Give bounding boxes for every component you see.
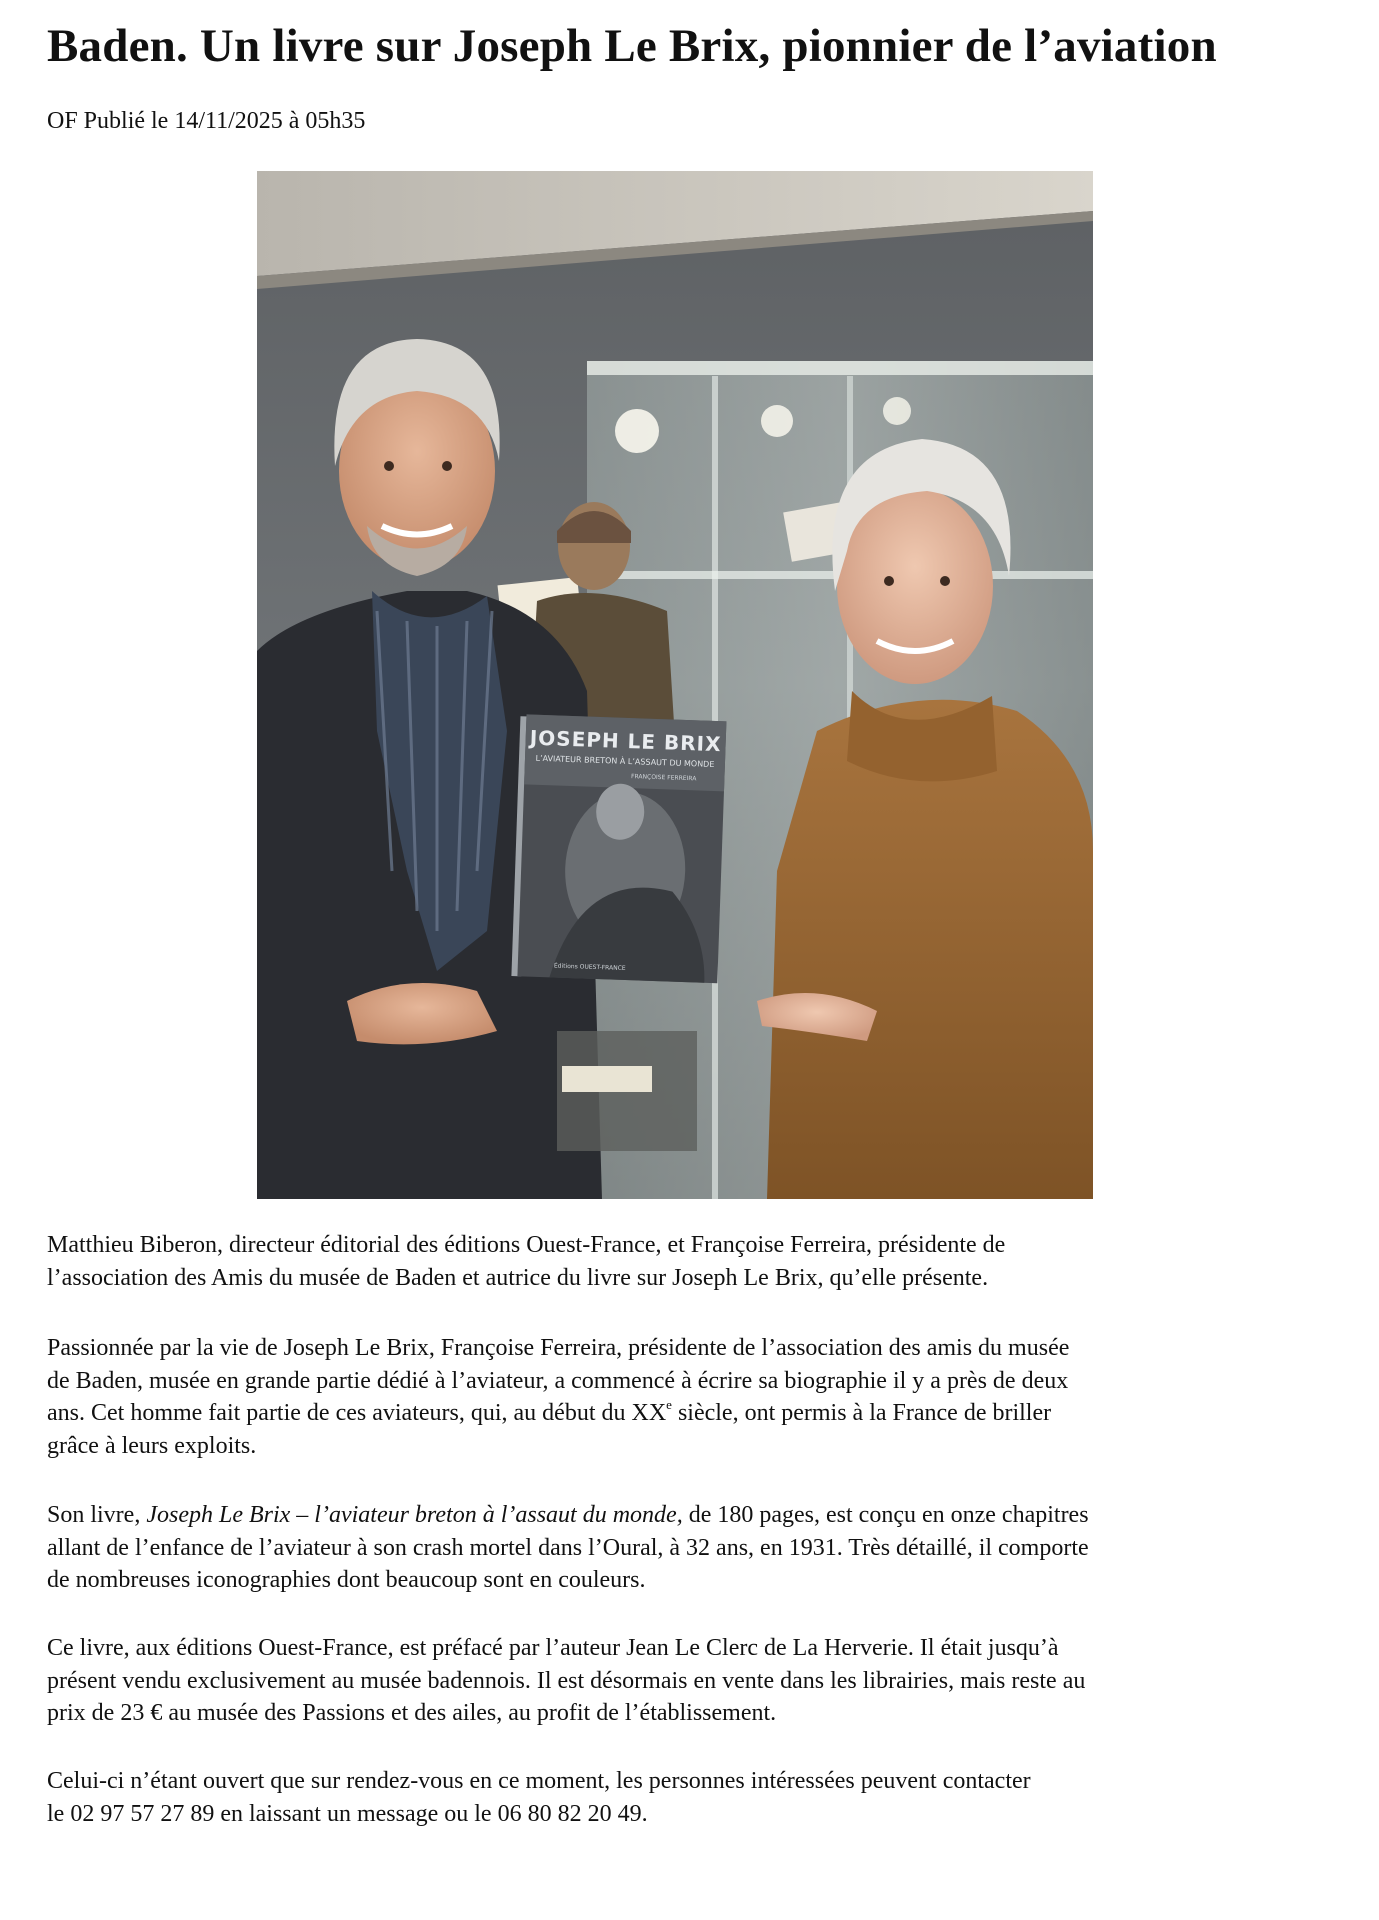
man-hands — [347, 983, 497, 1044]
paragraph-line: Celui-ci n’étant ouvert que sur rendez-vous en ce moment, les personnes intéressées peuvent contacter — [47, 1768, 1031, 1794]
article-byline: OF Publié le 14/11/2025 à 05h35 — [47, 108, 366, 134]
paragraph-line: de nombreuses iconographies dont beaucoup sont en couleurs. — [47, 1567, 646, 1593]
paragraph-line: de Baden, musée en grande partie dédié à l’aviateur, a commencé à écrire sa biographie il y a près de deux — [47, 1367, 1069, 1394]
paragraph-line: grâce à leurs exploits. — [47, 1432, 257, 1459]
photo-caption — [47, 1229, 1337, 1294]
text-segment: siècle, ont permis à la France de briller — [671, 1400, 1052, 1426]
paragraph-4 — [47, 1765, 1337, 1830]
book-cover — [511, 714, 726, 983]
paragraph-1 — [47, 1332, 1337, 1462]
caption-line: Matthieu Biberon, directeur éditorial des éditions Ouest-France, et Françoise Ferreira, présidente de — [47, 1232, 1006, 1258]
text-segment: de 180 pages, est conçu en onze chapitres — [682, 1502, 1089, 1528]
paragraph-line: le 02 97 57 27 89 en laissant un message ou le 06 80 82 20 49. — [47, 1800, 648, 1827]
book-author: FRANÇOISE FERREIRA — [630, 773, 697, 783]
paragraph-line — [47, 1397, 1337, 1430]
paragraph-line: prix de 23 € au musée des Passions et des ailes, au profit de l’établissement. — [47, 1700, 777, 1726]
book-publisher: Éditions OUEST-FRANCE — [553, 962, 626, 973]
text-segment: ans. Cet homme fait partie de ces aviateurs, qui, au début du XX — [47, 1400, 667, 1426]
case-light — [615, 409, 659, 453]
book-title-italic: Joseph Le Brix – l’aviateur breton à l’assaut du monde, — [146, 1502, 683, 1528]
superscript: e — [666, 1397, 672, 1412]
book-subtitle: L’AVIATEUR BRETON À L’ASSAUT DU MONDE — [535, 753, 715, 770]
article-title: Baden. Un livre sur Joseph Le Brix, pionnier de l’aviation — [47, 20, 1217, 72]
paragraph-line: allant de l’enfance de l’aviateur à son crash mortel dans l’Oural, à 32 ans, en 1931. Très détaillé, il comporte — [47, 1534, 1089, 1561]
photo-illustration — [257, 171, 1093, 1199]
paragraph-line: présent vendu exclusivement au musée badennois. Il est désormais en vente dans les librairies, mais reste au — [47, 1667, 1086, 1694]
article-photo — [257, 171, 1093, 1199]
paragraph-3 — [47, 1632, 1337, 1730]
paragraph-line — [47, 1499, 1337, 1532]
book-title: JOSEPH LE BRIX — [529, 725, 722, 757]
paragraph-2 — [47, 1499, 1337, 1597]
paragraph-line: Passionnée par la vie de Joseph Le Brix, Françoise Ferreira, présidente de l’association des amis du musée — [47, 1335, 1070, 1361]
display-label — [562, 1066, 652, 1092]
caption-line: l’association des Amis du musée de Baden et autrice du livre sur Joseph Le Brix, qu’elle présente. — [47, 1264, 989, 1291]
paragraph-line: Ce livre, aux éditions Ouest-France, est préfacé par l’auteur Jean Le Clerc de La Herverie. Il était jusqu’à — [47, 1635, 1059, 1661]
text-segment: Son livre, — [47, 1502, 147, 1528]
